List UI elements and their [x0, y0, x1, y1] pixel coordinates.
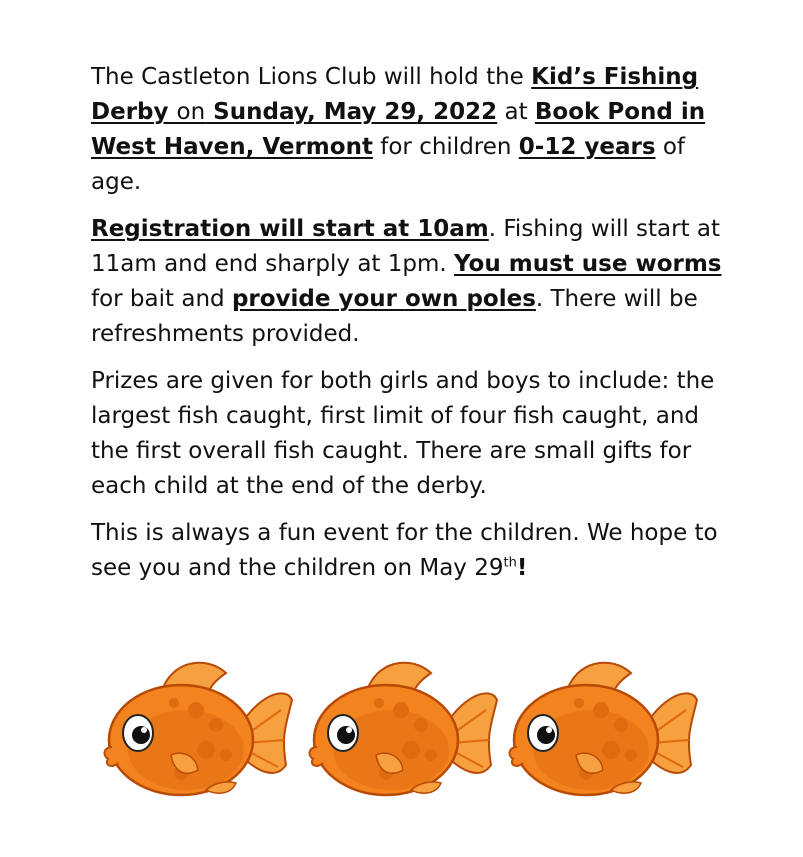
fishing-hours-text: . Fishing will start at 11am and end sharply at 1pm.	[91, 216, 721, 277]
prizes-paragraph	[91, 364, 731, 504]
age-range: 0-12 years	[518, 134, 656, 160]
bait-text: for bait and	[91, 286, 232, 312]
prizes-text: Prizes are given for both girls and boys to include: the largest fish caught, first limit of four fish caught, and the first overall fish caught. There are small gifts for each child at the end of the derby.	[91, 368, 715, 499]
goldfish-illustration	[86, 655, 706, 805]
event-location: Book Pond in West Haven, Vermont	[91, 99, 706, 160]
exclamation: !	[516, 555, 528, 581]
refreshments-text: . There will be refreshments provided.	[91, 286, 698, 347]
poles-requirement: provide your own poles	[231, 286, 536, 312]
ordinal-suffix: th	[503, 555, 517, 571]
goldfish-icon	[86, 655, 296, 805]
on-text: on	[176, 99, 206, 125]
goldfish-icon	[491, 655, 701, 805]
worms-requirement: You must use worms	[454, 251, 722, 277]
event-name: Kid’s Fishing Derby	[91, 64, 699, 125]
goldfish-icon	[291, 655, 501, 805]
at-text: at	[497, 99, 535, 125]
registration-time: Registration will start at 10am	[91, 216, 489, 242]
closing-text: This is always a fun event for the children. We hope to see you and the children on May 29	[91, 520, 718, 581]
of-age-text: of age.	[91, 134, 685, 195]
goldfish-icon	[491, 655, 701, 805]
flyer-body	[91, 60, 731, 598]
intro-paragraph	[91, 60, 731, 200]
intro-text: The Castleton Lions Club will hold the	[91, 64, 532, 90]
closing-paragraph	[91, 516, 731, 586]
registration-paragraph	[91, 212, 731, 352]
goldfish-icon	[291, 655, 501, 805]
event-date: Sunday, May 29, 2022	[205, 99, 498, 125]
for-children-text: for children	[372, 134, 519, 160]
goldfish-icon	[86, 655, 296, 805]
